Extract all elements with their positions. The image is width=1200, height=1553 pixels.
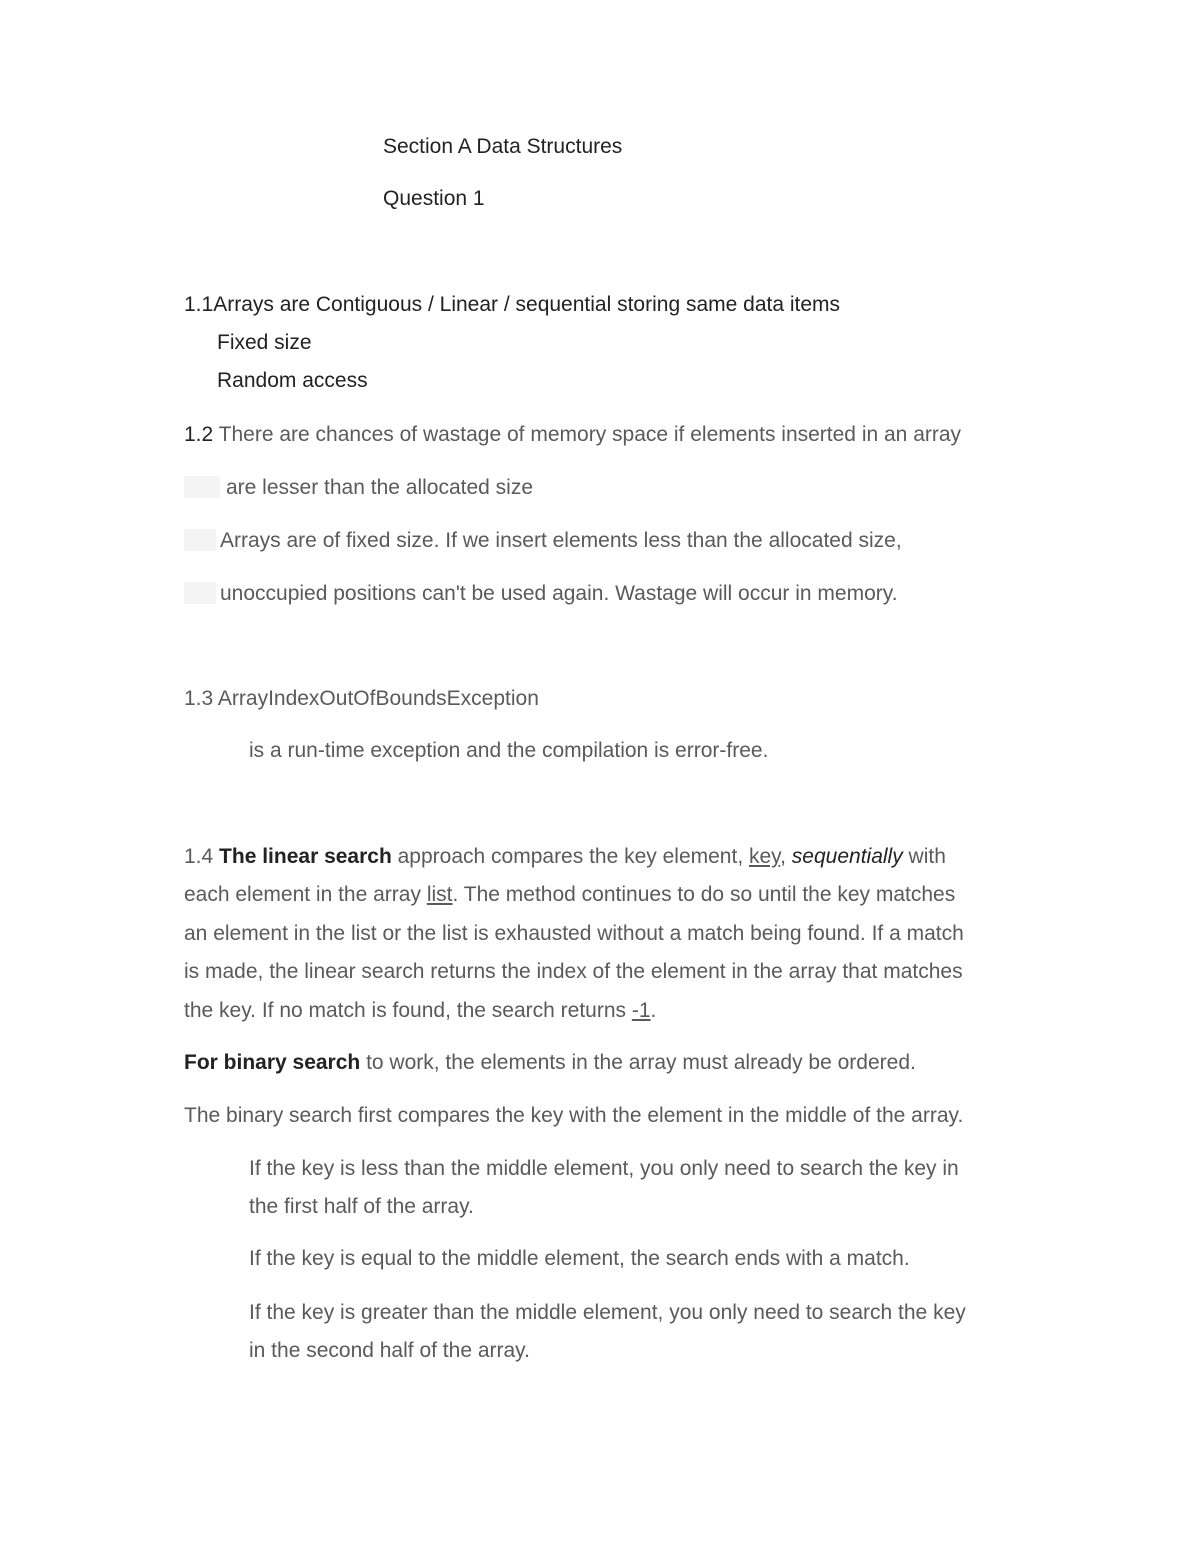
- q1-3-line: [184, 688, 539, 709]
- q1-4-text: . The method continues to do so until the key matches: [452, 883, 956, 906]
- q1-4-line-5: [184, 1000, 656, 1021]
- q1-1-text: Arrays are Contiguous / Linear / sequential storing same data items: [213, 293, 841, 316]
- q1-4-line-4: is made, the linear search returns the index of the element in the array that matches: [184, 960, 963, 983]
- indent-shade: [184, 476, 220, 498]
- case-less-line-1: If the key is less than the middle element, you only need to search the key in: [249, 1157, 959, 1180]
- q1-2-number: 1.2: [184, 423, 214, 446]
- case-less-line-2: the first half of the array.: [249, 1195, 474, 1218]
- binary-search-text: to work, the elements in the array must already be ordered.: [360, 1051, 916, 1074]
- question-title: Question 1: [383, 187, 485, 210]
- sequentially-term: sequentially: [791, 845, 903, 868]
- q1-4-line-2: [184, 884, 955, 905]
- q1-3-number: 1.3: [184, 687, 214, 710]
- q1-2-text-2: are lesser than the allocated size: [226, 476, 534, 499]
- binary-first-line: The binary search first compares the key with the element in the middle of the array.: [184, 1104, 964, 1127]
- q1-2-text-4: unoccupied positions can't be used again. Wastage will occur in memory.: [220, 582, 898, 605]
- q1-4-line-3: an element in the list or the list is exhausted without a match being found. If a match: [184, 922, 964, 945]
- q1-2-line-3: [184, 529, 902, 551]
- q1-2-text-1: There are chances of wastage of memory space if elements inserted in an array: [218, 423, 962, 446]
- q1-3-text: is a run-time exception and the compilation is error-free.: [249, 739, 769, 762]
- indent-shade: [184, 529, 216, 551]
- list-term: list: [426, 883, 453, 906]
- q1-1-number: 1.1: [184, 293, 214, 316]
- q1-3-title: ArrayIndexOutOfBoundsException: [217, 687, 539, 710]
- case-greater-line-1: If the key is greater than the middle element, you only need to search the key: [249, 1301, 966, 1324]
- key-term: key: [749, 845, 781, 868]
- binary-search-line: [184, 1052, 916, 1073]
- binary-search-term: For binary search: [184, 1051, 361, 1074]
- q1-1-line: [184, 294, 840, 315]
- q1-4-text: each element in the array: [184, 883, 427, 906]
- case-greater-line-2: in the second half of the array.: [249, 1339, 530, 1362]
- q1-2-line-4: [184, 582, 898, 604]
- q1-4-line-1: [184, 846, 946, 867]
- q1-2-text-3: Arrays are of fixed size. If we insert elements less than the allocated size,: [220, 529, 902, 552]
- q1-1-fixed-size: Fixed size: [217, 331, 312, 354]
- q1-4-text: .: [650, 999, 657, 1022]
- q1-4-text: approach compares the key element,: [391, 845, 749, 868]
- linear-search-term: The linear search: [219, 845, 392, 868]
- case-equal-line: If the key is equal to the middle element, the search ends with a match.: [249, 1247, 910, 1270]
- q1-2-line-1: [184, 424, 961, 445]
- section-title: Section A Data Structures: [383, 135, 623, 158]
- indent-shade: [184, 582, 216, 604]
- q1-4-text: with: [902, 845, 946, 868]
- q1-4-text: the key. If no match is found, the search returns: [184, 999, 632, 1022]
- q1-4-number: 1.4: [184, 845, 214, 868]
- q1-4-text: ,: [780, 845, 792, 868]
- negative-one-term: -1: [631, 999, 651, 1022]
- q1-1-random-access: Random access: [217, 369, 368, 392]
- q1-2-line-2: [184, 476, 533, 498]
